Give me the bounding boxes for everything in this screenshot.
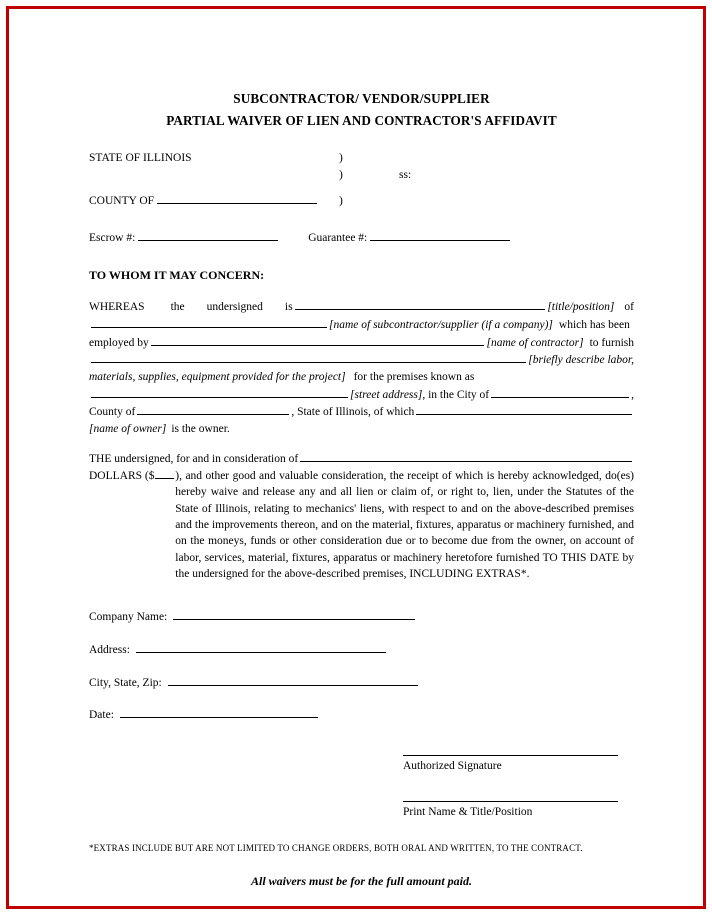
guarantee-label: Guarantee #:	[308, 232, 368, 245]
contractor-name-input-rule[interactable]	[151, 334, 485, 346]
city-state-zip-input-rule[interactable]	[168, 674, 418, 686]
title-line-1: SUBCONTRACTOR/ VENDOR/SUPPLIER	[233, 91, 490, 106]
company-name-input-rule[interactable]	[173, 608, 415, 620]
company-name-row	[89, 608, 634, 626]
consideration-block	[89, 450, 634, 583]
county-input-rule[interactable]	[157, 192, 317, 204]
whereas-line-2	[89, 316, 634, 334]
street-address-input-rule[interactable]	[91, 386, 348, 398]
is-the-owner-text: is the owner.	[171, 423, 230, 436]
state-of-illinois-text: , State of Illinois, of which	[291, 406, 415, 419]
street-address-hint: [street address]	[350, 388, 423, 401]
paren-top: )	[339, 152, 343, 165]
closing-statement: All waivers must be for the full amount paid.	[250, 874, 473, 889]
date-label: Date:	[89, 709, 114, 722]
state-row	[89, 150, 634, 167]
date-input-rule[interactable]	[120, 706, 318, 718]
escrow-input-rule[interactable]	[138, 229, 278, 241]
guarantee-field	[308, 229, 510, 247]
address-label: Address:	[89, 644, 130, 657]
consideration-line	[89, 450, 634, 467]
to-furnish-text: to furnish	[589, 336, 634, 349]
escrow-field	[89, 229, 278, 247]
title-position-hint: [title/position]	[547, 301, 615, 314]
dollars-input-rule[interactable]	[155, 467, 175, 479]
document-body	[89, 89, 634, 891]
waiver-paragraph-text: ), and other good and valuable consideration, the receipt of which is hereby acknowledged, do(es) hereby waive and release any and all lien or claim of, or right to, lien, under the Statutes of the State of Illinois, relating to mechanics' liens, with respect to and on the above-described premises and the improvements thereon, and on the material, fixtures, apparatus or machinery furnished, and on the moneys, funds or other consideration due or to become due from the owner, on account of labor, services, material, fixtures, apparatus or machinery heretofore furnished TO THIS DATE by the undersigned for the above-described premises, INCLUDING EXTRAS*.	[175, 470, 634, 581]
county-field	[89, 192, 339, 210]
whereas-line-4	[89, 351, 634, 369]
ss-label: ss:	[399, 168, 412, 181]
owner-name-input-rule[interactable]	[416, 403, 632, 415]
state-label: STATE OF ILLINOIS	[89, 152, 192, 165]
whereas-undersigned: undersigned	[206, 301, 263, 314]
city-state-zip-row	[89, 674, 634, 692]
whereas-line-3	[89, 334, 634, 352]
whereas-is: is	[284, 301, 293, 314]
print-name-rule[interactable]	[403, 800, 618, 802]
extras-footnote: *EXTRAS INCLUDE BUT ARE NOT LIMITED TO CHANGE ORDERS, BOTH ORAL AND WRITTEN, TO THE CONTRACT.	[89, 843, 583, 854]
whereas-line-8	[89, 421, 634, 438]
consideration-amount-input-rule[interactable]	[300, 450, 632, 462]
county-row	[89, 192, 634, 210]
whereas-word: WHEREAS	[89, 301, 145, 314]
city-state-zip-label: City, State, Zip:	[89, 676, 162, 689]
in-the-city-of-text: , in the City of	[422, 388, 490, 401]
whereas-the: the	[170, 301, 185, 314]
whereas-line-6: [street address] , in the City of ,	[89, 386, 634, 404]
name-of-subcontractor-hint: [name of subcontractor/supplier (if a company)]	[329, 319, 553, 332]
dollars-label: DOLLARS ($	[89, 470, 155, 483]
paren-mid: )	[339, 168, 343, 181]
of-word: of	[624, 301, 634, 314]
escrow-guarantee-row	[89, 229, 634, 247]
ss-row	[89, 167, 634, 184]
materials-hint: materials, supplies, equipment provided for the project]	[89, 371, 346, 384]
county-of-text: County of	[89, 406, 136, 419]
authorized-signature-rule[interactable]	[403, 754, 618, 756]
jurisdiction-block	[89, 150, 634, 209]
city-input-rule[interactable]	[491, 386, 629, 398]
document-title	[89, 89, 634, 130]
subcontractor-name-input-rule[interactable]	[91, 316, 327, 328]
name-of-owner-hint: [name of owner]	[89, 423, 167, 436]
for-the-premises-text: for the premises known as	[353, 371, 475, 384]
to-whom-heading: TO WHOM IT MAY CONCERN:	[89, 267, 265, 282]
signature-block	[403, 754, 618, 820]
county2-input-rule[interactable]	[137, 403, 289, 415]
document-page-border	[6, 6, 706, 909]
briefly-describe-hint: [briefly describe labor,	[528, 354, 634, 367]
date-row	[89, 706, 634, 724]
guarantee-input-rule[interactable]	[370, 229, 510, 241]
spacer-left	[89, 167, 339, 184]
escrow-gap	[278, 229, 308, 247]
signer-fields	[89, 608, 634, 724]
whereas-line-1	[89, 298, 634, 316]
which-has-been: which has been	[558, 319, 630, 332]
name-of-contractor-hint: [name of contractor]	[486, 336, 584, 349]
whereas-line-5	[89, 369, 634, 386]
company-name-label: Company Name:	[89, 611, 168, 624]
county-label: COUNTY OF	[89, 194, 155, 207]
employed-by-label: employed by	[89, 336, 149, 349]
authorized-signature-label: Authorized Signature	[403, 760, 502, 773]
title-line-2: PARTIAL WAIVER OF LIEN AND CONTRACTOR'S AFFIDAVIT	[166, 113, 557, 129]
escrow-label: Escrow #:	[89, 232, 136, 245]
whereas-line-7	[89, 403, 634, 421]
consideration-label: THE undersigned, for and in consideration of	[89, 452, 299, 465]
dollars-line	[89, 467, 634, 582]
address-row	[89, 641, 634, 659]
describe-labor-input-rule[interactable]	[91, 351, 526, 363]
address-input-rule[interactable]	[136, 641, 386, 653]
print-name-label: Print Name & Title/Position	[403, 805, 533, 818]
paren-bottom: )	[339, 194, 343, 207]
title-position-input-rule[interactable]	[295, 298, 546, 310]
whereas-block	[89, 298, 634, 437]
